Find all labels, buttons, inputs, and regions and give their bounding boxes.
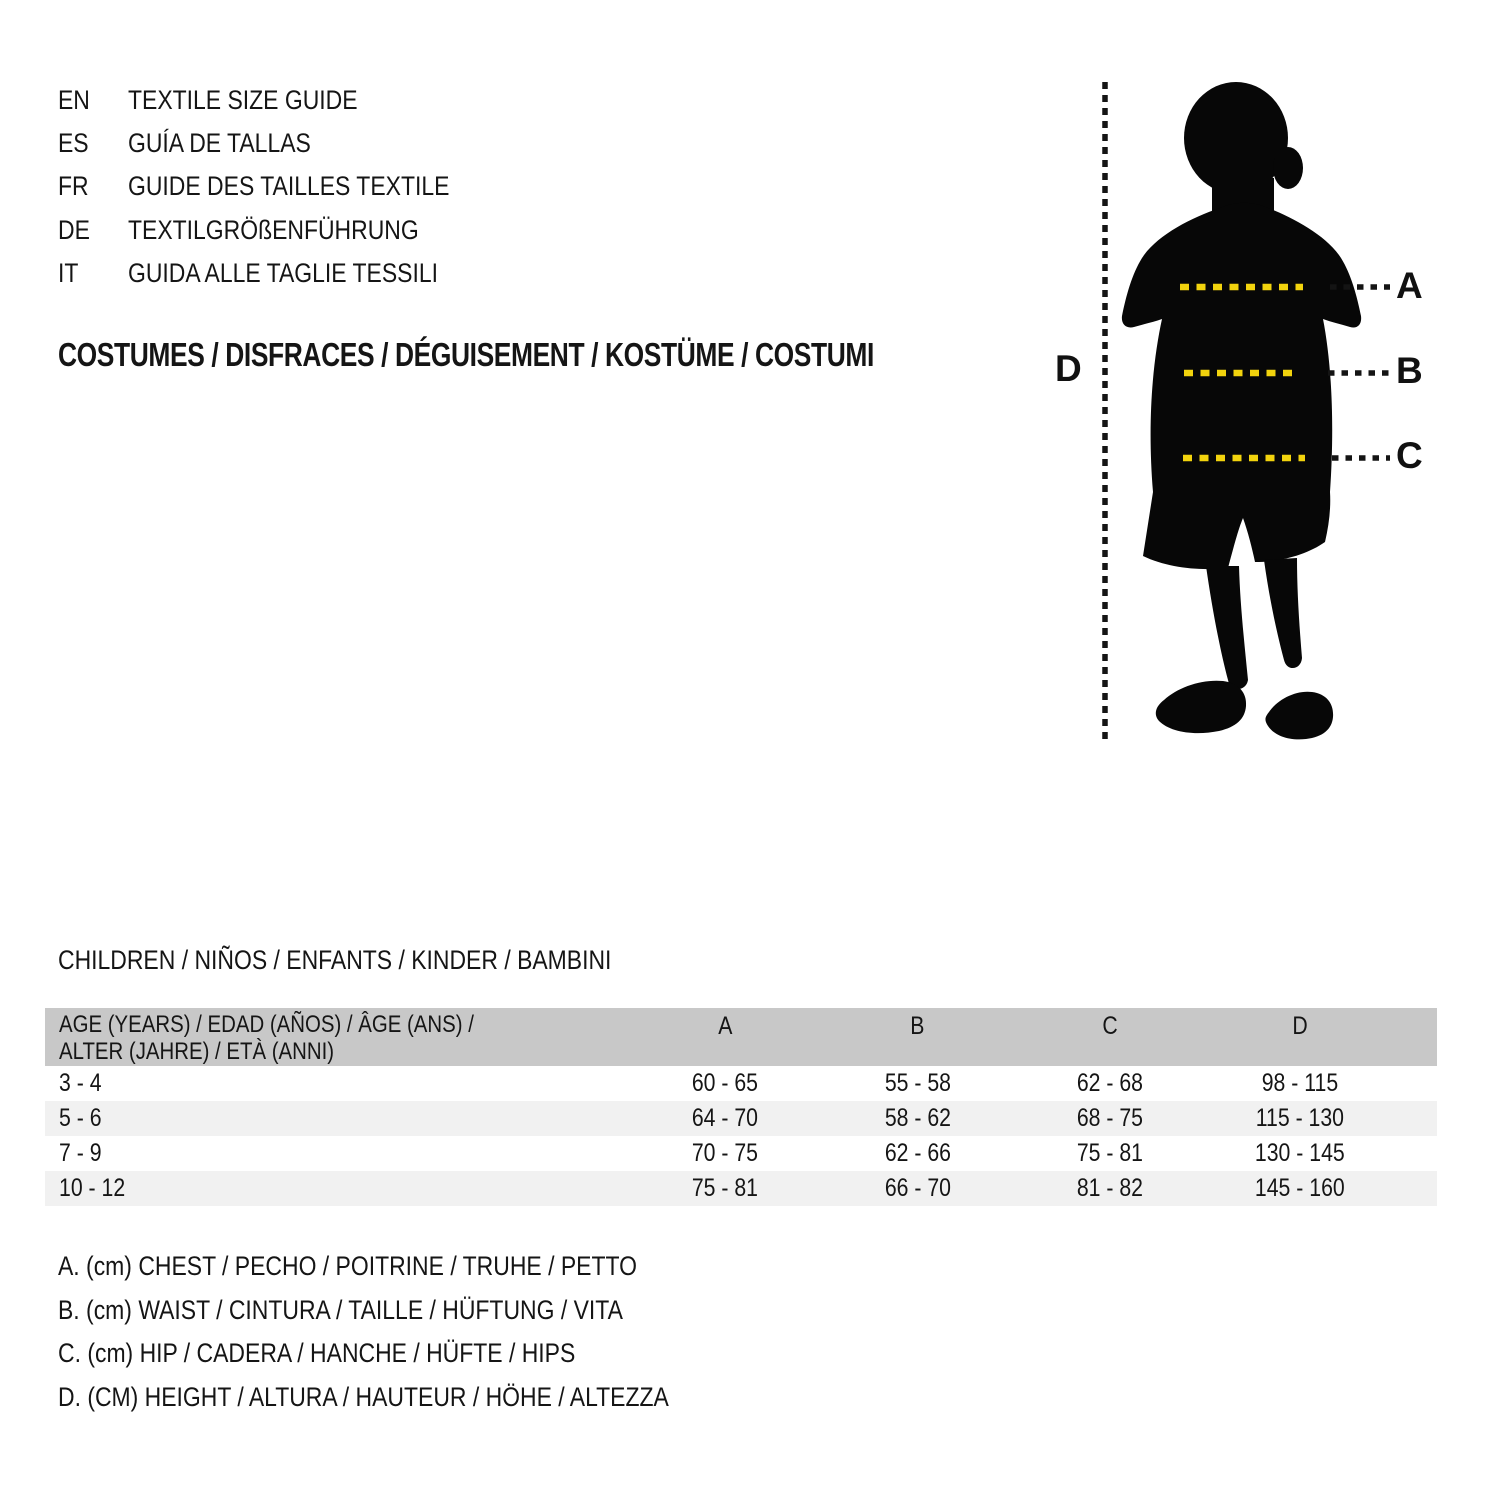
table-header-row — [45, 1008, 1437, 1066]
language-code: DE — [58, 214, 90, 245]
size-table — [45, 1008, 1437, 1206]
child-silhouette — [1040, 60, 1501, 760]
table-row — [45, 1171, 1437, 1206]
language-row-fr — [58, 165, 506, 208]
language-code: FR — [58, 171, 89, 202]
column-header-b: B — [910, 1012, 925, 1040]
category-title: COSTUMES / DISFRACES / DÉGUISEMENT / KOSTÜME / COSTUMI — [58, 336, 874, 373]
value-cell-a: 75 - 81 — [691, 1174, 759, 1202]
measure-label-d: D — [1055, 348, 1082, 389]
measure-label-c: C — [1396, 435, 1423, 476]
legend-item-waist: B. (cm) WAIST / CINTURA / TAILLE / HÜFTUNG / VITA — [58, 1294, 623, 1325]
value-cell-b: 66 - 70 — [884, 1174, 951, 1202]
value-cell-b: 62 - 66 — [884, 1139, 951, 1167]
size-table-title: CHILDREN / NIÑOS / ENFANTS / KINDER / BAMBINI — [58, 945, 612, 975]
language-label: GUIDE DES TAILLES TEXTILE — [128, 171, 450, 202]
value-cell-a: 64 - 70 — [691, 1104, 759, 1132]
language-row-de — [58, 209, 506, 252]
table-row — [45, 1101, 1437, 1136]
legend-item-height: D. (CM) HEIGHT / ALTURA / HAUTEUR / HÖHE / ALTEZZA — [58, 1381, 669, 1412]
age-cell: 5 - 6 — [59, 1104, 102, 1132]
measure-label-a: A — [1396, 265, 1423, 306]
measurement-legend — [58, 1245, 777, 1419]
language-code: ES — [58, 128, 89, 159]
language-list — [58, 79, 506, 295]
value-cell-d: 145 - 160 — [1255, 1174, 1345, 1202]
age-cell: 3 - 4 — [59, 1069, 102, 1097]
header-spacer — [1395, 1008, 1437, 1066]
age-column-header: AGE (YEARS) / EDAD (AÑOS) / ÂGE (ANS) / ALTER (JAHRE) / ETÀ (ANNI) — [59, 1011, 474, 1065]
value-cell-d: 115 - 130 — [1255, 1104, 1345, 1132]
value-cell-b: 58 - 62 — [884, 1104, 951, 1132]
column-header-c: C — [1102, 1012, 1118, 1040]
measure-label-b: B — [1396, 350, 1423, 391]
language-label: TEXTILE SIZE GUIDE — [128, 85, 358, 116]
language-label: GUIDA ALLE TAGLIE TESSILI — [128, 257, 438, 288]
column-header-a: A — [717, 1012, 733, 1040]
measurement-figure — [1040, 60, 1501, 760]
age-cell: 10 - 12 — [59, 1174, 126, 1202]
value-cell-a: 70 - 75 — [691, 1139, 759, 1167]
language-row-it — [58, 252, 506, 295]
language-row-es — [58, 122, 506, 165]
value-cell-d: 130 - 145 — [1255, 1139, 1345, 1167]
legend-item-hip: C. (cm) HIP / CADERA / HANCHE / HÜFTE / HIPS — [58, 1338, 576, 1369]
value-cell-c: 68 - 75 — [1076, 1104, 1144, 1132]
language-row-en — [58, 79, 506, 122]
value-cell-c: 62 - 68 — [1076, 1069, 1144, 1097]
value-cell-c: 75 - 81 — [1076, 1139, 1144, 1167]
language-label: GUÍA DE TALLAS — [128, 128, 311, 159]
value-cell-d: 98 - 115 — [1261, 1069, 1339, 1097]
legend-item-chest: A. (cm) CHEST / PECHO / POITRINE / TRUHE / PETTO — [58, 1251, 637, 1282]
child-silhouette-shape — [1122, 82, 1361, 739]
value-cell-c: 81 - 82 — [1076, 1174, 1144, 1202]
table-row — [45, 1136, 1437, 1171]
table-row — [45, 1066, 1437, 1101]
value-cell-b: 55 - 58 — [884, 1069, 951, 1097]
age-cell: 7 - 9 — [59, 1139, 102, 1167]
language-label: TEXTILGRÖßENFÜHRUNG — [128, 214, 419, 245]
language-code: IT — [58, 257, 79, 288]
value-cell-a: 60 - 65 — [691, 1069, 759, 1097]
column-header-d: D — [1292, 1012, 1308, 1040]
language-code: EN — [58, 85, 90, 116]
